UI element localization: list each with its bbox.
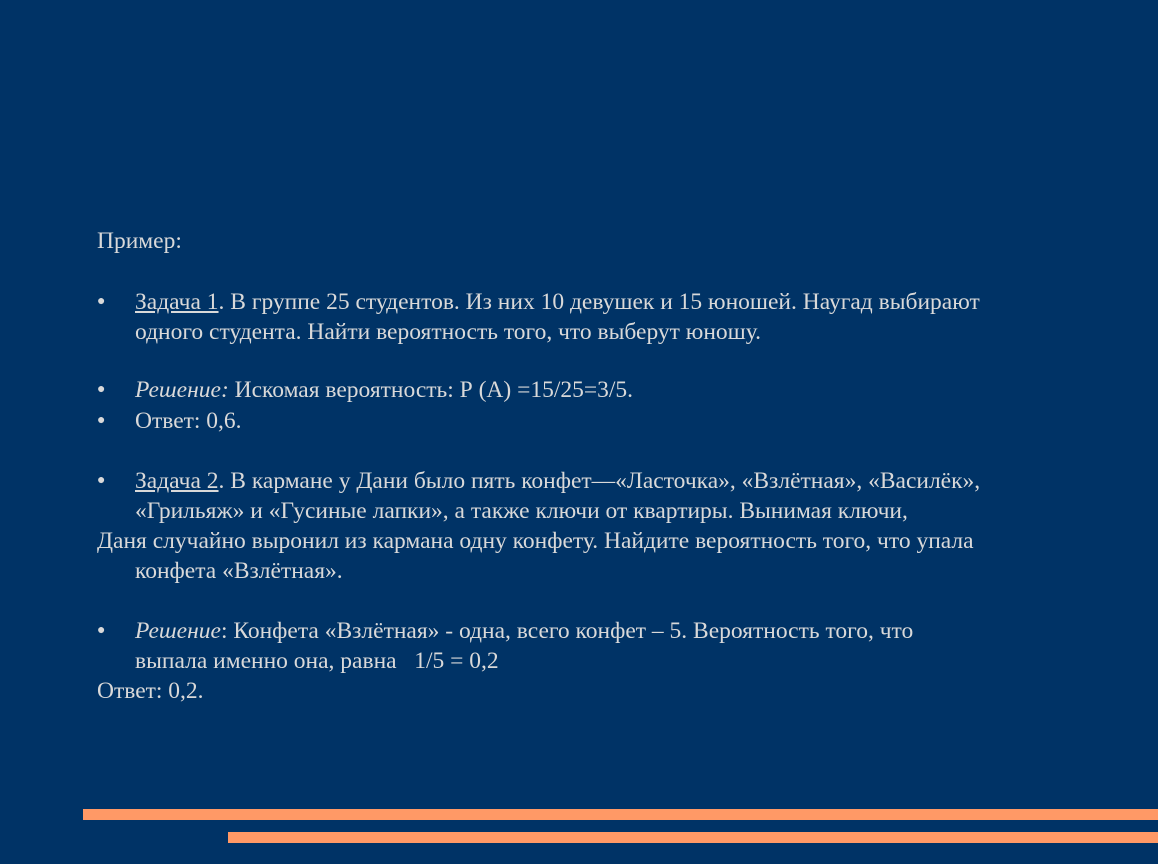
task1-text: . В группе 25 студентов. Из них 10 девушек и 15 юношей. Наугад выбирают <box>218 289 980 315</box>
bullet-icon: ● <box>97 473 106 488</box>
accent-bar-bottom <box>228 832 1158 843</box>
heading: Пример: <box>97 228 182 254</box>
task1-line1 <box>135 287 980 317</box>
task1-line2: одного студента. Найти вероятность того, что выберут юношу. <box>135 319 762 345</box>
task1-label: Задача 1 <box>135 289 219 315</box>
solution2-text: : Конфета «Взлётная» - одна, всего конфет – 5. Вероятность того, что <box>220 618 914 644</box>
bullet-icon: ● <box>97 294 106 309</box>
task2-label: Задача 2 <box>135 468 219 494</box>
task2-line1 <box>135 466 980 496</box>
solution2-label: Решение <box>135 618 221 644</box>
accent-bar-top <box>83 809 1158 820</box>
solution2-line2: выпала именно она, равна 1/5 = 0,2 <box>135 648 499 674</box>
answer1: Ответ: 0,6. <box>135 408 242 434</box>
task2-line2: «Грильяж» и «Гусиные лапки», а также ключи от квартиры. Вынимая ключи, <box>135 498 908 524</box>
answer2: Ответ: 0,2. <box>97 678 204 704</box>
solution1-line <box>135 375 633 405</box>
bullet-icon: ● <box>97 413 106 428</box>
bullet-icon: ● <box>97 382 106 397</box>
solution2-line1 <box>135 616 913 646</box>
task2-line3: Даня случайно выронил из кармана одну конфету. Найдите вероятность того, что упала <box>97 528 974 554</box>
solution1-text: Искомая вероятность: Р (А) =15/25=3/5. <box>228 377 634 403</box>
solution1-label: Решение: <box>135 377 229 403</box>
bullet-icon: ● <box>97 623 106 638</box>
task2-line4: конфета «Взлётная». <box>135 558 343 584</box>
task2-text: . В кармане у Дани было пять конфет—«Ласточка», «Взлётная», «Василёк», <box>218 468 981 494</box>
